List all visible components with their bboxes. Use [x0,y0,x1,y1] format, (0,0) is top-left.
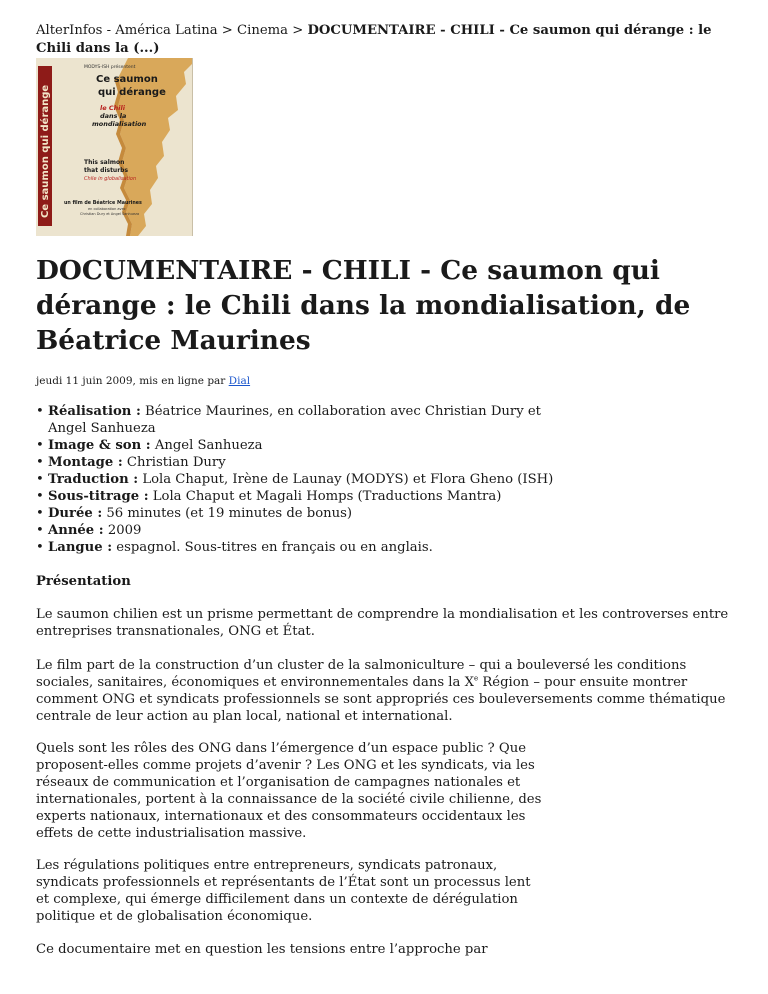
cover-credit-line1: un film de Béatrice Maurines [64,201,142,206]
cover-vertical-title: Ce saumon qui dérange [40,84,51,218]
list-item [36,403,556,437]
paragraph-text: Région – pour ensuite montrer comment ONG et syndicats professionnels se sont appropriés ces bouleversements comme thématique centrale de leur action au plan local, national et international. [36,675,726,724]
credit-value: 56 minutes (et 19 minutes de bonus) [102,506,353,521]
credit-label: Traduction : [48,472,139,487]
credit-value: Lola Chaput, Irène de Launay (MODYS) et Flora Gheno (ISH) [138,472,554,487]
credit-value: espagnol. Sous-titres en français ou en anglais. [112,540,433,555]
article-title: DOCUMENTAIRE - CHILI - Ce saumon qui dérange : le Chili dans la mondialisation, de Béatrice Maurines [36,255,691,356]
list-item [36,471,556,488]
breadcrumb [36,22,741,58]
credit-label: Durée : [48,506,103,521]
author-link[interactable]: Dial [228,375,251,387]
credit-label: Image & son : [48,438,151,453]
list-item [36,505,556,522]
cover-subtitle-line2: dans la [100,112,127,120]
list-item [36,437,556,454]
credit-value: Angel Sanhueza [150,438,263,453]
article-date: jeudi 11 juin 2009, mis en ligne par [36,375,229,387]
credit-value: Christian Dury [122,455,226,470]
breadcrumb-current: DOCUMENTAIRE - CHILI - Ce saumon qui dérange : le Chili dans la (...) [36,23,712,56]
list-item [36,488,556,505]
credit-label: Année : [48,523,104,538]
credit-value: Béatrice Maurines, en collaboration avec Christian Dury et Angel Sanhueza [48,404,541,436]
credit-label: Langue : [48,540,113,555]
cover-credit-line3: Christian Dury et Angel Sanhueza [80,212,140,216]
article-meta [36,373,250,390]
section-heading: Présentation [36,574,131,589]
paragraph-text: Le film part de la construction d’un cluster de la salmoniculture – qui a bouleversé les conditions sociales, sanitaires, économiques et environnementales dans la X [36,658,687,690]
list-item [36,454,556,471]
credit-label: Réalisation : [48,404,141,419]
breadcrumb-separator: > [217,23,238,38]
paragraph: Les régulations politiques entre entrepreneurs, syndicats patronaux, syndicats professionnels et représentants de l’État sont un processus lent et complexe, qui émerge difficilement dans un contexte de dérégulation politique et de globalisation économique. [36,858,531,924]
credits-list [36,403,556,556]
cover-title-line2: qui dérange [98,87,166,98]
paragraph: Le saumon chilien est un prisme permettant de comprendre la mondialisation et les controverses entre entreprises transnationales, ONG et État. [36,607,729,639]
superscript: e [473,674,479,683]
cover-publisher: MODYS-ISH présentent [84,65,136,70]
breadcrumb-section-link[interactable]: Cinema [237,23,288,38]
list-item [36,522,556,539]
cover-title-line1: Ce saumon [96,74,158,85]
credit-label: Sous-titrage : [48,489,149,504]
list-item [36,539,556,556]
cover-subtitle-line3: mondialisation [92,120,147,128]
breadcrumb-separator: > [288,23,308,38]
credit-label: Montage : [48,455,123,470]
paragraph: Quels sont les rôles des ONG dans l’émergence d’un espace public ? Que proposent-elles comme projets d’avenir ? Les ONG et les syndicats, via les réseaux de communication et l’organisation de campagnes nationales et internationales, portent à la connaissance de la société civile chilienne, des experts nationaux, internationaux et des consommateurs occidentaux les effets de cette industrialisation massive. [36,741,542,841]
cover-english-line3: Chile in globalisation [84,176,137,182]
breadcrumb-home-link[interactable]: AlterInfos - América Latina [36,23,218,38]
credit-value: Lola Chaput et Magali Homps (Traductions Mantra) [148,489,502,504]
cover-credit-line2: en collaboration avec [88,207,126,211]
paragraph [36,657,741,725]
cover-english-line1: This salmon [84,159,125,166]
credit-value: 2009 [103,523,142,538]
dvd-cover-art [36,58,192,236]
cover-english-line2: that disturbs [84,167,129,174]
cover-subtitle-line1: le Chili [100,104,125,112]
dvd-cover-image [36,58,193,236]
paragraph: Ce documentaire met en question les tensions entre l’approche par [36,942,488,957]
